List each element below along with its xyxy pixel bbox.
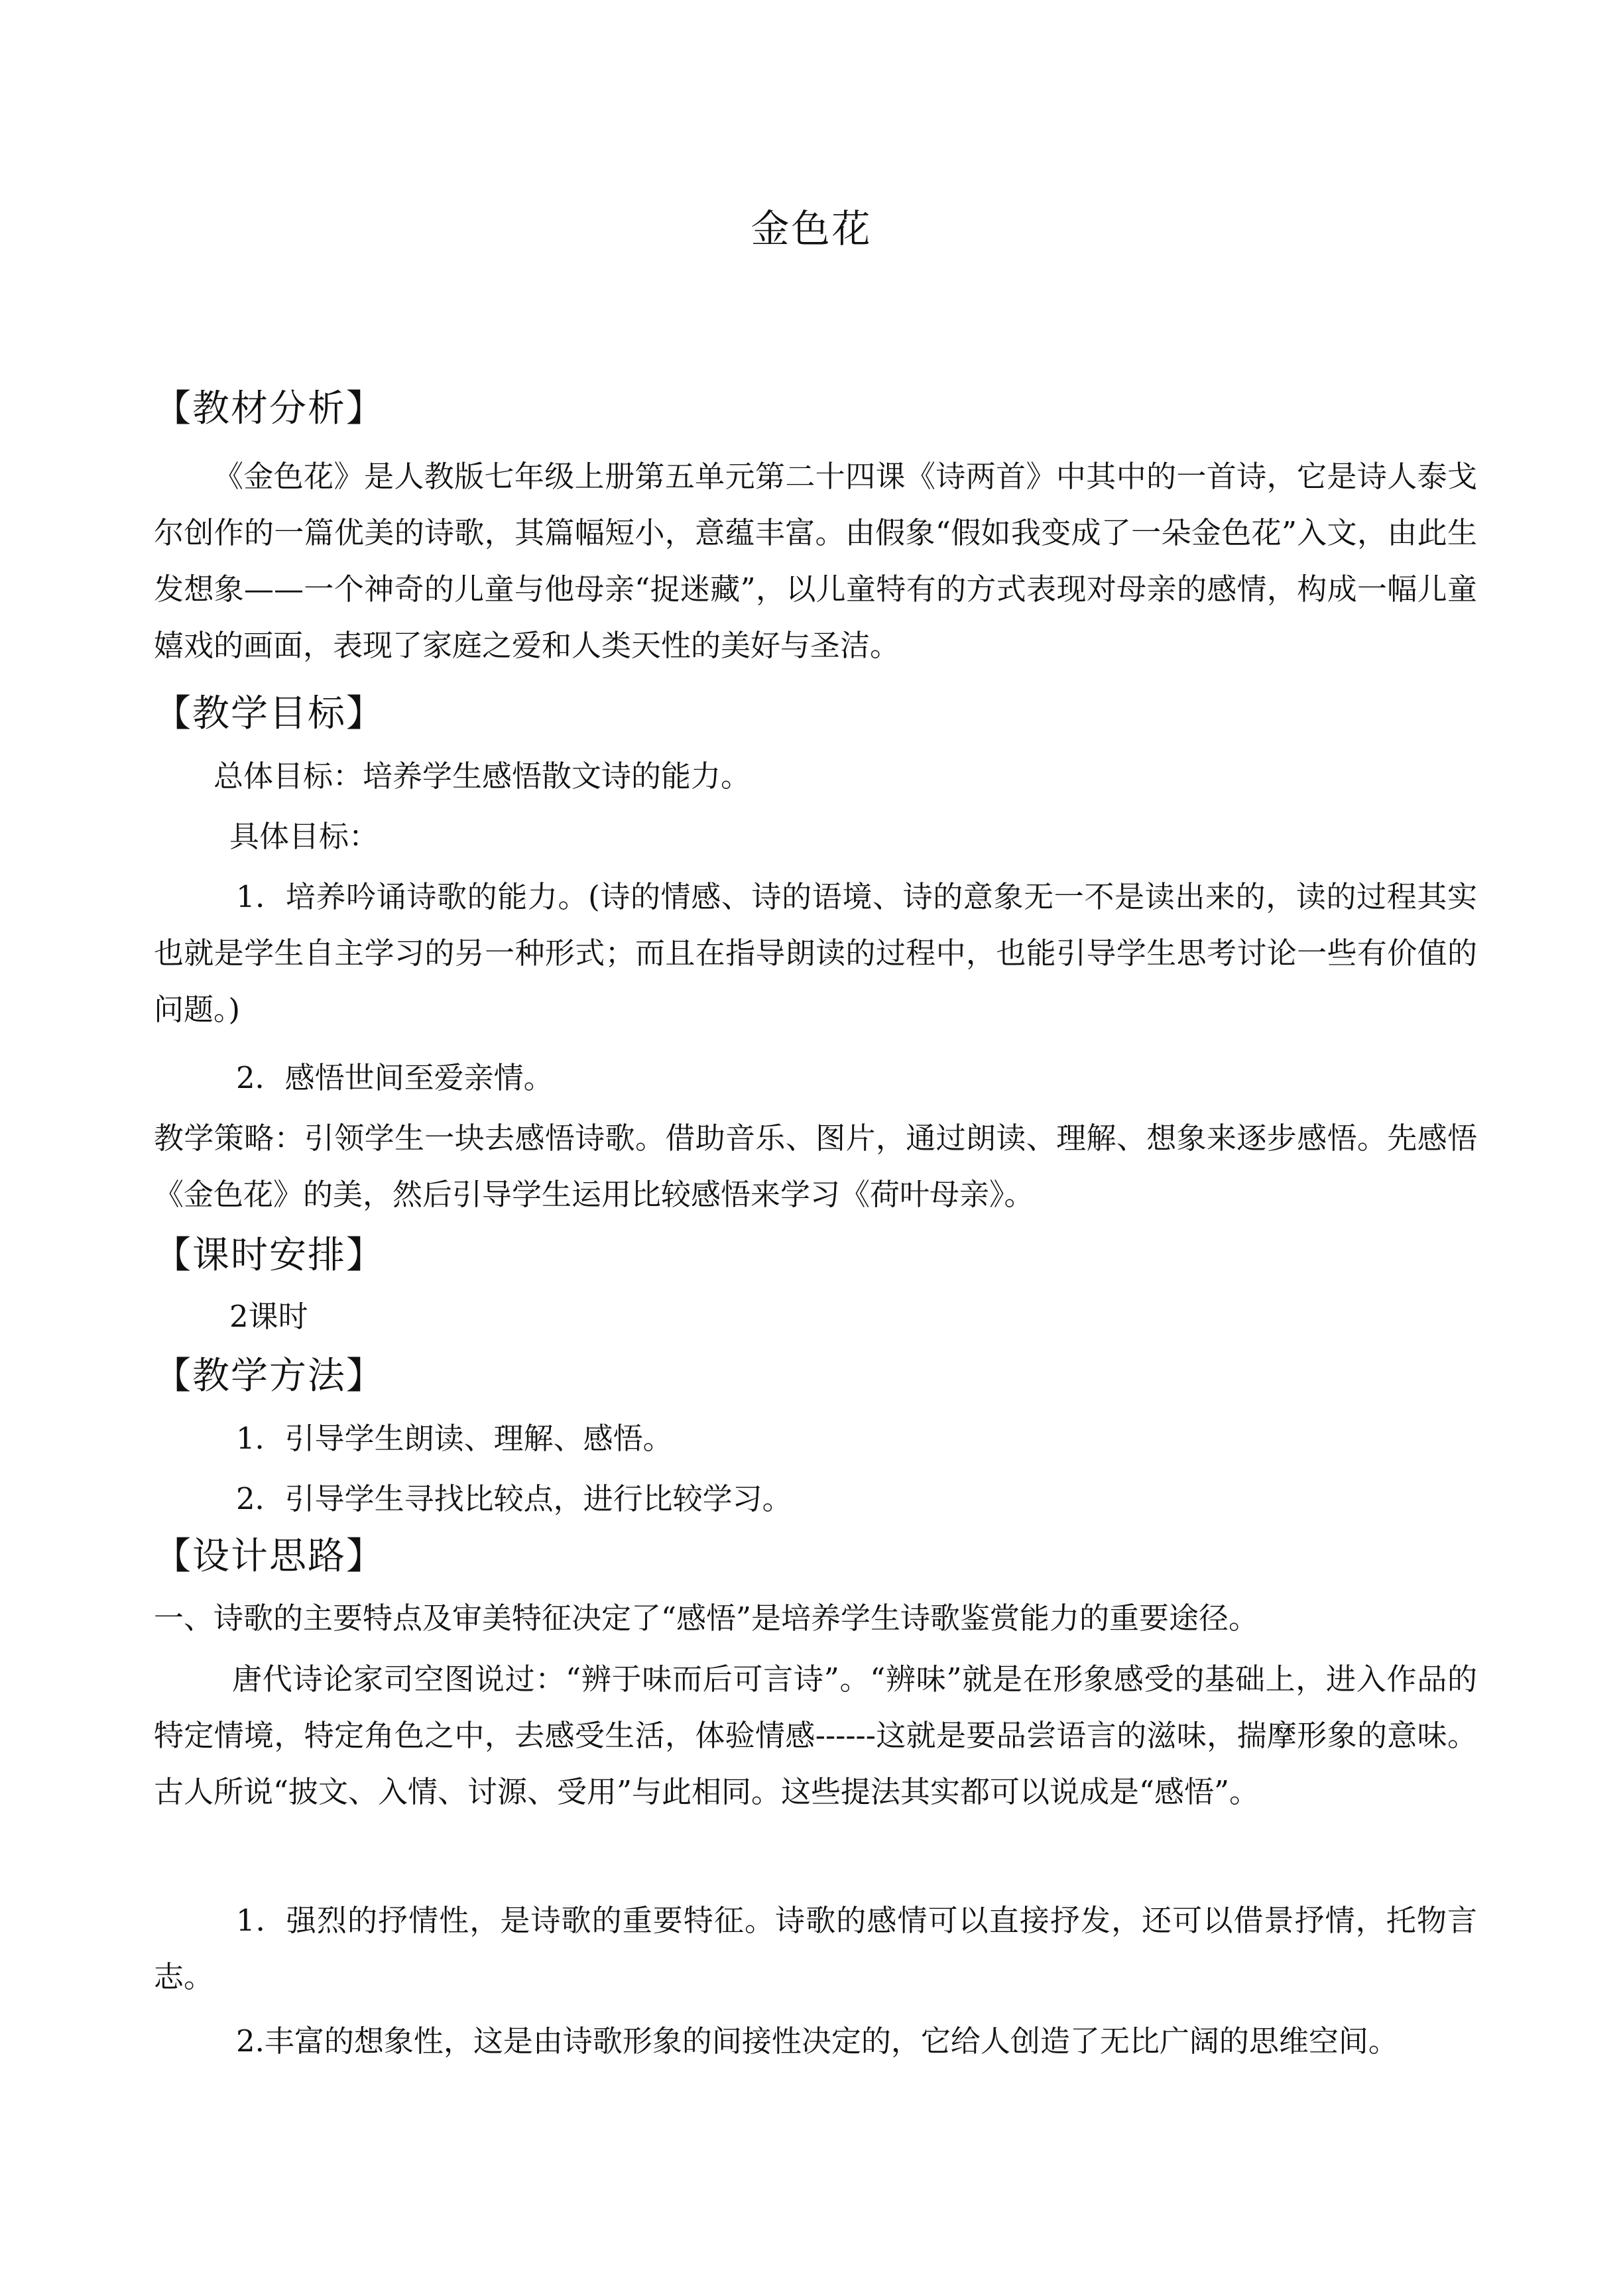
goal-item-2: 2．感悟世间至爱亲情。 <box>236 1060 554 1095</box>
design-item-2: 2.丰富的想象性，这是由诗歌形象的间接性决定的，它给人创造了无比广阔的思维空间。 <box>236 2024 1398 2059</box>
specific-goal-label: 具体目标： <box>229 819 379 854</box>
method-item-1: 1．引导学生朗读、理解、感悟。 <box>236 1421 673 1456</box>
material-analysis-paragraph: 《金色花》是人教版七年级上册第五单元第二十四课《诗两首》中其中的一首诗，它是诗人泰戈尔创作的一篇优美的诗歌，其篇幅短小，意蕴丰富。由假象“假如我变成了一朵金色花”入文，由此生发想象——一个神奇的儿童与他母亲“捉迷藏”，以儿童特有的方式表现对母亲的感情，构成一幅儿童嬉戏的画面，表现了家庭之爱和人类天性的美好与圣洁。 <box>154 459 1477 663</box>
heading-methods: 【教学方法】 <box>154 1355 385 1398</box>
method-item-2: 2．引导学生寻找比较点，进行比较学习。 <box>236 1481 792 1516</box>
heading-teaching-goals: 【教学目标】 <box>154 692 385 735</box>
teaching-strategy: 教学策略：引领学生一块去感悟诗歌。借助音乐、图片，通过朗读、理解、想象来逐步感悟。先感悟《金色花》的美，然后引导学生运用比较感悟来学习《荷叶母亲》。 <box>154 1120 1477 1212</box>
design-item-1: 1．强烈的抒情性，是诗歌的重要特征。诗歌的感情可以直接抒发，还可以借景抒情，托物言志。 <box>154 1903 1477 1994</box>
overall-goal: 总体目标：培养学生感悟散文诗的能力。 <box>213 758 751 794</box>
heading-design: 【设计思路】 <box>154 1535 385 1578</box>
goal-item-1: 1．培养吟诵诗歌的能力。(诗的情感、诗的语境、诗的意象无一不是读出来的，读的过程其实也就是学生自主学习的另一种形式；而且在指导朗读的过程中，也能引导学生思考讨论一些有价值的问题。) <box>154 879 1477 1027</box>
heading-schedule: 【课时安排】 <box>154 1234 385 1277</box>
design-point-1: 一、诗歌的主要特点及审美特征决定了“感悟”是培养学生诗歌鉴赏能力的重要途径。 <box>154 1601 1259 1636</box>
page-title: 金色花 <box>751 206 872 251</box>
design-paragraph-1: 唐代诗论家司空图说过：“辨于味而后可言诗”。“辨味”就是在形象感受的基础上，进入作品的特定情境，特定角色之中，去感受生活，体验情感------这就是要品尝语言的滋味，揣摩形象的意味。古人所说“披文、入情、讨源、受用”与此相同。这些提法其实都可以说成是“感悟”。 <box>154 1662 1477 1809</box>
schedule-text: 2课时 <box>229 1299 308 1334</box>
heading-material-analysis: 【教材分析】 <box>154 387 385 430</box>
